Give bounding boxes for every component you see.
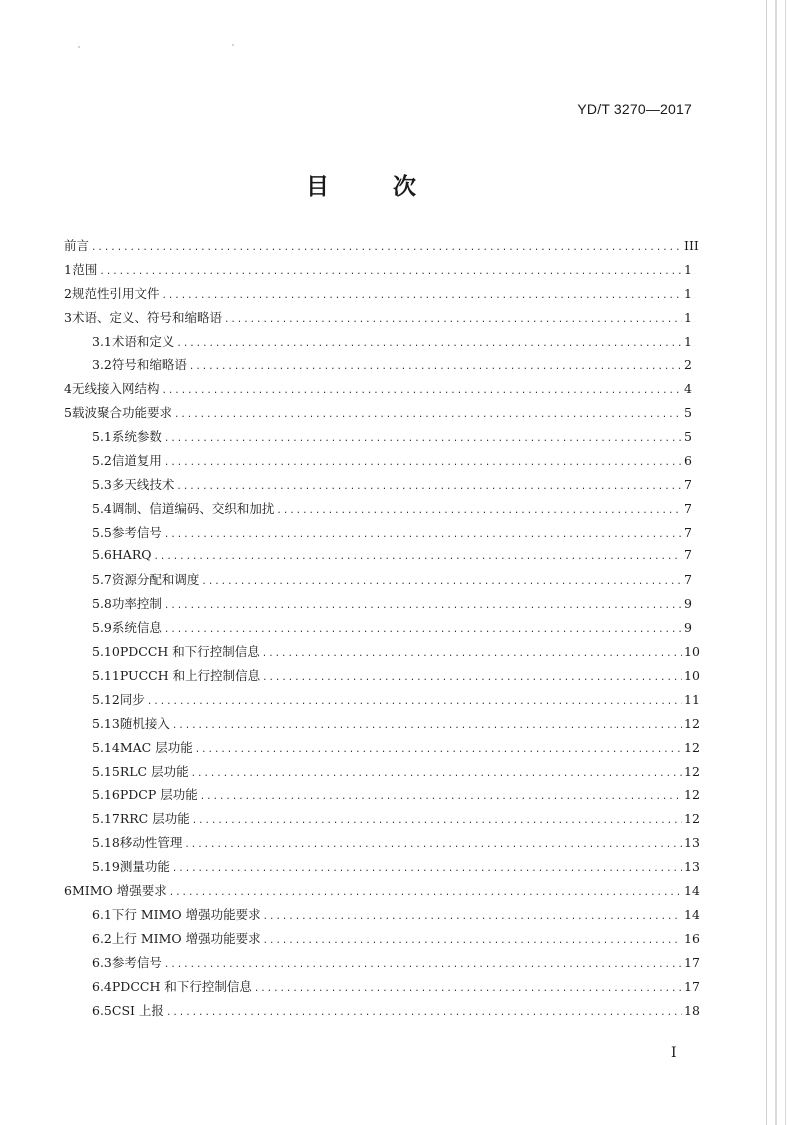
toc-entry-number: 3 — [64, 309, 72, 325]
toc-leader-dots — [164, 960, 682, 970]
toc-entry-label: 测量功能 — [119, 859, 170, 875]
toc-entry-label: 系统信息 — [111, 620, 162, 636]
toc-entry-page: 14 — [684, 883, 700, 899]
toc-entry[interactable] — [64, 236, 699, 260]
toc-entry-label: 移动性管理 — [119, 835, 183, 851]
toc-entry[interactable] — [64, 284, 692, 308]
toc-leader-dots — [195, 745, 682, 755]
toc-entry[interactable] — [64, 690, 700, 714]
toc-entry-page: 11 — [684, 691, 700, 707]
toc-entry-number: 5.8 — [92, 596, 112, 612]
toc-leader-dots — [161, 386, 682, 396]
toc-entry-page: 7 — [684, 500, 692, 516]
toc-entry[interactable] — [64, 929, 700, 953]
toc-entry[interactable] — [64, 260, 692, 284]
page-number: I — [671, 1045, 677, 1061]
toc-entry-number: 6.5 — [92, 1002, 112, 1018]
toc-entry-label: 同步 — [119, 691, 145, 707]
toc-entry-page: 10 — [684, 644, 700, 660]
scan-edge-line — [785, 0, 786, 1125]
toc-entry-page: 1 — [684, 309, 692, 325]
toc-entry[interactable] — [64, 809, 700, 833]
toc-entry[interactable] — [64, 618, 692, 642]
toc-entry-label: 上行 MIMO 增强功能要求 — [111, 930, 261, 946]
toc-entry-page: 7 — [684, 546, 692, 562]
toc-entry-page: 12 — [684, 763, 700, 779]
toc-entry[interactable] — [64, 475, 692, 499]
toc-entry-page: 18 — [684, 1002, 700, 1018]
toc-entry-number: 5.9 — [92, 620, 112, 636]
toc-entry-label: 多天线技术 — [111, 476, 175, 492]
toc-entry-label: 随机接入 — [119, 715, 170, 731]
toc-entry[interactable] — [64, 451, 692, 475]
toc-entry-number: 5.19 — [92, 859, 120, 875]
toc-entry[interactable] — [64, 642, 700, 666]
toc-entry-label: 下行 MIMO 增强功能要求 — [111, 906, 261, 922]
toc-entry-label: 调制、信道编码、交织和加扰 — [111, 500, 275, 516]
toc-leader-dots — [176, 339, 682, 349]
toc-leader-dots — [176, 482, 682, 492]
toc-entry-page: 9 — [684, 596, 692, 612]
toc-entry[interactable] — [64, 594, 692, 618]
toc-entry-label: MIMO 增强要求 — [71, 883, 167, 899]
toc-entry[interactable] — [64, 738, 700, 762]
toc-entry-number: 5.15 — [92, 763, 120, 779]
toc-entry[interactable] — [64, 666, 700, 690]
toc-entry-number: 5 — [64, 405, 72, 421]
toc-leader-dots — [99, 267, 682, 277]
toc-entry-page: 10 — [684, 668, 700, 684]
toc-entry-number: 6.2 — [92, 930, 112, 946]
scan-speck — [78, 46, 80, 48]
toc-leader-dots — [254, 984, 682, 994]
toc-entry-number: 5.17 — [92, 811, 120, 827]
toc-entry[interactable] — [64, 332, 692, 356]
toc-entry[interactable] — [64, 403, 692, 427]
toc-entry-page: 6 — [684, 453, 692, 469]
toc-leader-dots — [201, 577, 682, 587]
toc-entry-page: III — [684, 238, 699, 253]
toc-leader-dots — [184, 840, 682, 850]
toc-entry[interactable] — [64, 857, 700, 881]
toc-entry-page: 5 — [684, 429, 692, 445]
toc-entry-page: 13 — [684, 835, 700, 851]
toc-leader-dots — [174, 410, 682, 420]
toc-entry-page: 9 — [684, 620, 692, 636]
toc-entry[interactable] — [64, 427, 692, 451]
toc-entry-page: 14 — [684, 906, 700, 922]
toc-entry-number: 6.1 — [92, 906, 112, 922]
toc-entry-label: 符号和缩略语 — [111, 357, 187, 373]
toc-entry-number: 4 — [64, 381, 72, 397]
toc-entry[interactable] — [64, 833, 700, 857]
toc-leader-dots — [263, 912, 682, 922]
toc-entry-label: RLC 层功能 — [119, 763, 189, 779]
toc-entry-number: 5.16 — [92, 787, 120, 803]
toc-entry-label: PDCP 层功能 — [119, 787, 198, 803]
toc-entry-page: 4 — [684, 381, 692, 397]
toc-entry-label: MAC 层功能 — [119, 739, 193, 755]
toc-entry[interactable] — [64, 905, 700, 929]
toc-entry-label: 规范性引用文件 — [71, 285, 160, 301]
toc-entry-label: 载波聚合功能要求 — [71, 405, 172, 421]
toc-leader-dots — [224, 315, 682, 325]
toc-entry-page: 12 — [684, 715, 700, 731]
toc-leader-dots — [91, 243, 682, 253]
toc-entry-number: 5.11 — [92, 668, 120, 684]
toc-leader-dots — [164, 601, 682, 611]
toc-entry-page: 17 — [684, 978, 700, 994]
toc-entry-label: HARQ — [111, 546, 152, 562]
toc-entry-number: 3.1 — [92, 333, 112, 349]
scan-edge-line — [766, 0, 767, 1125]
toc-entry[interactable] — [64, 308, 692, 332]
table-of-contents — [64, 236, 700, 1024]
toc-entry-page: 5 — [684, 405, 692, 421]
toc-entry-number: 5.5 — [92, 524, 112, 540]
toc-entry-number: 6.4 — [92, 978, 112, 994]
toc-entry-number: 5.12 — [92, 691, 120, 707]
toc-entry[interactable] — [64, 570, 692, 594]
toc-leader-dots — [166, 1008, 682, 1018]
toc-leader-dots — [189, 362, 682, 372]
toc-entry-label: 术语和定义 — [111, 333, 175, 349]
toc-entry-label: PUCCH 和上行控制信息 — [119, 668, 261, 684]
toc-entry[interactable] — [64, 762, 700, 786]
toc-entry-number: 5.7 — [92, 572, 112, 588]
toc-entry[interactable] — [64, 977, 700, 1001]
toc-entry-label: 资源分配和调度 — [111, 572, 200, 588]
toc-entry[interactable] — [64, 953, 700, 977]
toc-entry-number: 5.1 — [92, 429, 112, 445]
toc-entry-page: 17 — [684, 954, 700, 970]
toc-entry-number: 5.10 — [92, 644, 120, 660]
toc-entry-page: 13 — [684, 859, 700, 875]
toc-entry-page: 12 — [684, 787, 700, 803]
toc-entry-number: 6.3 — [92, 954, 112, 970]
toc-entry-label: 信道复用 — [111, 453, 162, 469]
toc-entry-page: 12 — [684, 739, 700, 755]
toc-entry-label: 范围 — [72, 261, 98, 277]
toc-leader-dots — [161, 291, 682, 301]
toc-entry-label: 无线接入网结构 — [71, 381, 160, 397]
scan-edge-line — [775, 0, 777, 1125]
toc-leader-dots — [172, 864, 682, 874]
scan-speck — [232, 44, 234, 46]
toc-entry-page: 7 — [684, 572, 692, 588]
toc-leader-dots — [147, 697, 682, 707]
toc-entry-number: 6 — [64, 883, 72, 899]
toc-entry-number: 1 — [64, 261, 72, 277]
toc-entry-page: 1 — [684, 261, 692, 277]
toc-entry-label: 功率控制 — [111, 596, 162, 612]
document-code: YD/T 3270—2017 — [577, 101, 692, 117]
toc-entry-label: 参考信号 — [111, 954, 162, 970]
toc-leader-dots — [200, 792, 682, 802]
toc-entry-label: PDCCH 和下行控制信息 — [111, 978, 252, 994]
toc-entry-number: 2 — [64, 285, 72, 301]
toc-entry-number: 5.4 — [92, 500, 112, 516]
toc-leader-dots — [191, 769, 682, 779]
toc-entry-label: RRC 层功能 — [119, 811, 190, 827]
toc-entry-number: 5.18 — [92, 835, 120, 851]
toc-entry[interactable] — [64, 547, 692, 571]
toc-entry[interactable] — [64, 523, 692, 547]
toc-entry-label: 术语、定义、符号和缩略语 — [71, 309, 222, 325]
toc-leader-dots — [276, 506, 682, 516]
toc-leader-dots — [164, 434, 682, 444]
toc-entry-number: 5.6 — [92, 546, 112, 562]
toc-entry-label: 参考信号 — [111, 524, 162, 540]
toc-entry-number: 5.14 — [92, 739, 120, 755]
toc-entry-page: 7 — [684, 524, 692, 540]
toc-entry[interactable] — [64, 714, 700, 738]
toc-leader-dots — [169, 888, 682, 898]
toc-leader-dots — [153, 552, 682, 562]
toc-leader-dots — [263, 936, 682, 946]
toc-entry-page: 7 — [684, 476, 692, 492]
toc-entry-page: 2 — [684, 357, 692, 373]
toc-entry[interactable] — [64, 881, 700, 905]
toc-entry-number: 5.13 — [92, 715, 120, 731]
toc-entry[interactable] — [64, 785, 700, 809]
toc-leader-dots — [172, 721, 682, 731]
toc-entry-label: PDCCH 和下行控制信息 — [119, 644, 260, 660]
toc-entry-label: 系统参数 — [111, 429, 162, 445]
toc-entry[interactable] — [64, 355, 692, 379]
toc-leader-dots — [262, 673, 682, 683]
toc-entry-page: 1 — [684, 285, 692, 301]
toc-leader-dots — [164, 530, 682, 540]
toc-entry[interactable] — [64, 379, 692, 403]
toc-entry-label: CSI 上报 — [111, 1002, 164, 1018]
toc-entry[interactable] — [64, 499, 692, 523]
toc-entry[interactable] — [64, 1001, 700, 1025]
toc-entry-number: 3.2 — [92, 357, 112, 373]
toc-leader-dots — [164, 625, 682, 635]
toc-leader-dots — [262, 649, 682, 659]
toc-entry-page: 12 — [684, 811, 700, 827]
toc-entry-page: 16 — [684, 930, 700, 946]
toc-entry-number: 5.2 — [92, 453, 112, 469]
toc-entry-number: 5.3 — [92, 476, 112, 492]
toc-leader-dots — [192, 816, 682, 826]
toc-leader-dots — [164, 458, 682, 468]
toc-entry-label: 前言 — [64, 238, 90, 253]
toc-entry-page: 1 — [684, 333, 692, 349]
page-title: 目 次 — [305, 174, 444, 200]
